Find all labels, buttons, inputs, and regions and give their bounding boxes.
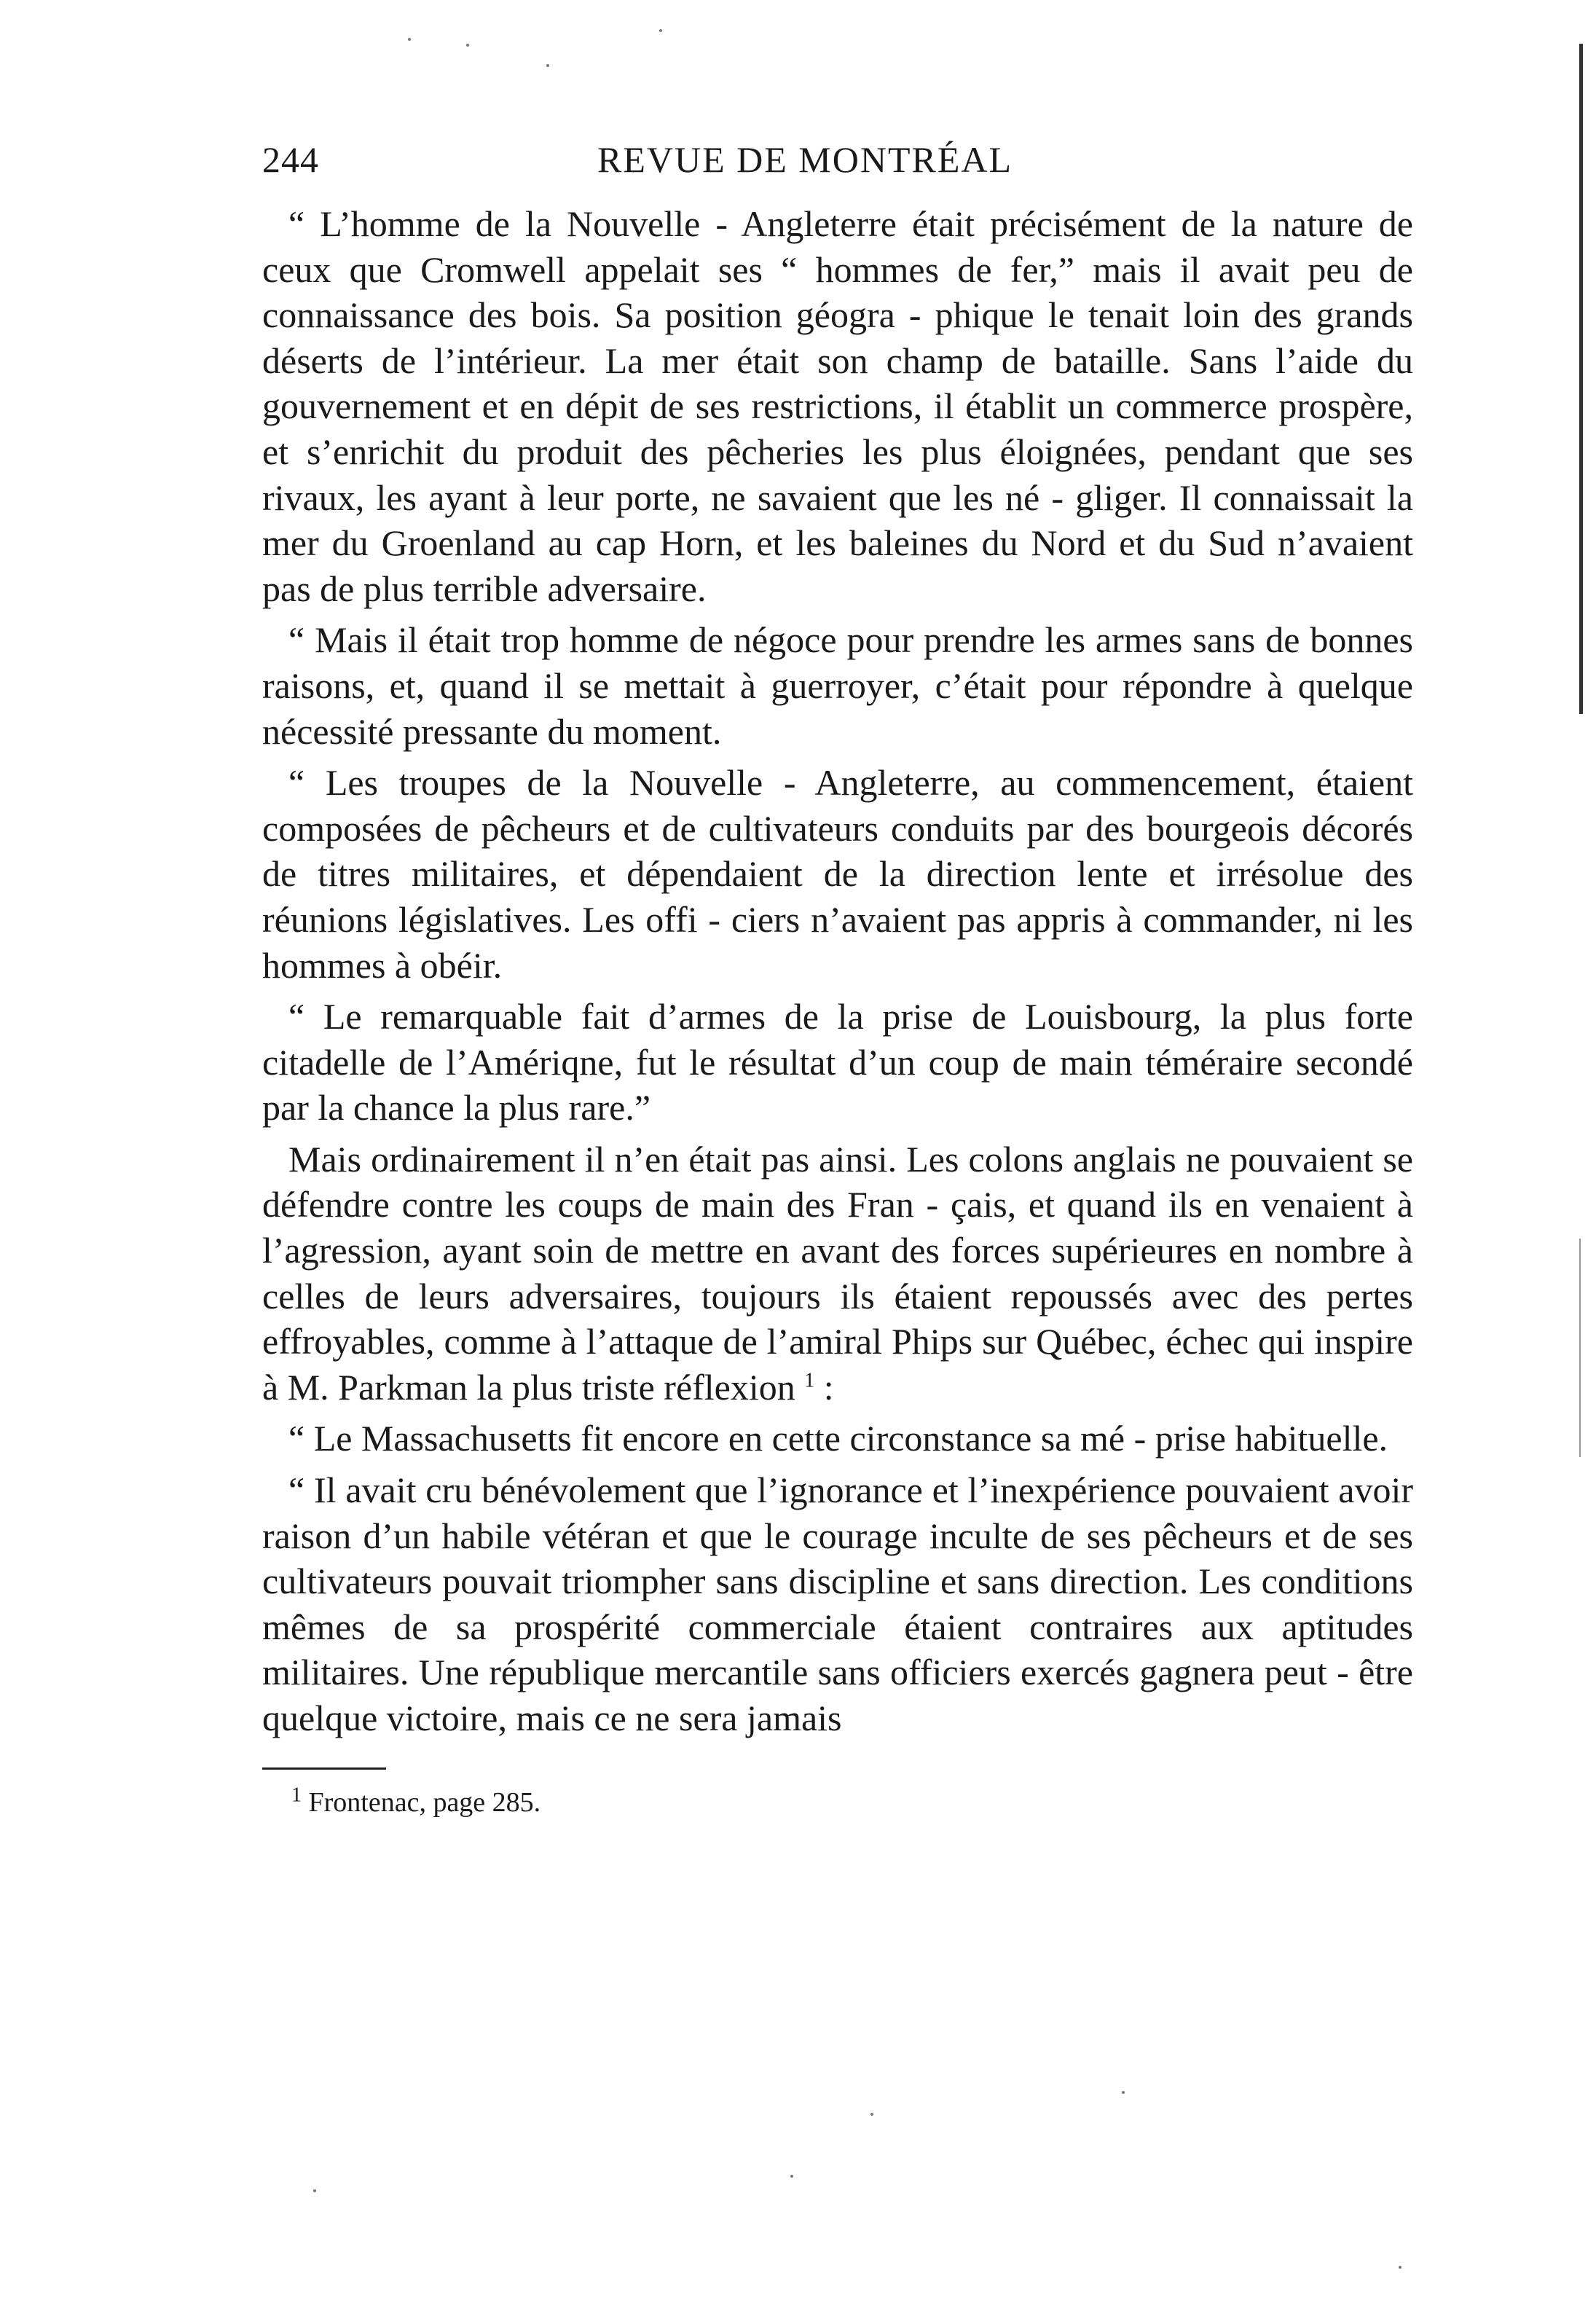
print-speck	[408, 38, 411, 41]
footnote-reference: 1	[804, 1369, 815, 1392]
paragraph: “ Le remarquable fait d’armes de la prise de Louisbourg, la plus forte citadelle de l’Amériqne, fut le résultat d’un coup de main téméraire secondé par la chance la plus rare.”	[262, 996, 1413, 1129]
print-speck	[466, 44, 469, 47]
paragraph: “ Les troupes de la Nouvelle - Angleterre, au commencement, étaient composées de pêcheurs et de cultivateurs conduits par des bourgeois décorés de titres militaires, et dépendaient de la direction lente et irrésolue des réunions législatives. Les offi - ciers n’avaient pas appris à commander, ni les hommes à obéir.	[262, 762, 1413, 986]
paragraph: “ Il avait cru bénévolement que l’ignorance et l’inexpérience pouvaient avoir raison d’un habile vétéran et que le courage inculte de ses pêcheurs et de ses cultivateurs pouvait triompher sans discipline et sans direction. Les conditions mêmes de sa prospérité commerciale étaient contraires aux aptitudes militaires. Une république mercantile sans officiers exercés gagnera peut - être quelque victoire, mais ce ne sera jamais	[262, 1470, 1413, 1738]
print-speck	[546, 64, 549, 67]
print-speck	[1122, 2091, 1125, 2094]
footnote-text: Frontenac, page 285.	[308, 1786, 541, 1818]
paragraph: “ Le Massachusetts fit encore en cette circonstance sa mé - prise habituelle.	[288, 1418, 1388, 1459]
paragraph-with-footnote-ref	[262, 1137, 1413, 1410]
running-title: REVUE DE MONTRÉAL	[597, 139, 1013, 180]
page-edge-mark-lower	[1579, 1239, 1581, 1457]
paragraph: “ Mais il était trop homme de négoce pour prendre les armes sans de bonnes raisons, et, quand il se mettait à guerroyer, c’était pour répondre à quelque nécessité pressante du moment.	[262, 619, 1413, 752]
print-speck	[790, 2175, 793, 2178]
page-number: 244	[262, 139, 319, 180]
footnote	[291, 1784, 1413, 1821]
page-edge-mark	[1579, 44, 1583, 714]
print-speck	[659, 29, 662, 32]
paragraph-text: Mais ordinairement il n’en était pas ainsi. Les colons anglais ne pouvaient se défendre contre les coups de main des Fran - çais, et quand ils en venaient à l’agression, ayant soin de mettre en avant des forces supérieures en nombre à celles de leurs adversaires, toujours ils étaient repoussés avec des pertes effroyables, comme à l’attaque de l’amiral Phips sur Québec, échec qui inspire à M. Parkman la plus triste réflexion	[262, 1138, 1413, 1408]
footnote-rule	[262, 1767, 386, 1770]
footnote-ref-trailer: :	[814, 1366, 834, 1408]
paragraph: “ L’homme de la Nouvelle - Angleterre était précisément de la nature de ceux que Cromwell appelait ses “ hommes de fer,” mais il avait peu de connaissance des bois. Sa position géogra - phique le tenait loin des grands déserts de l’intérieur. La mer était son champ de bataille. Sans l’aide du gouvernement et en dépit de ses restrictions, il établit un commerce prospère, et s’enrichit du produit des pêcheries les plus éloignées, pendant que ses rivaux, les ayant à leur porte, ne savaient que les né - gliger. Il connaissait la mer du Groenland au cap Horn, et les baleines du Nord et du Sud n’avaient pas de plus terrible adversaire.	[262, 203, 1413, 609]
print-speck	[1399, 2266, 1402, 2269]
running-head	[262, 138, 1413, 189]
print-speck	[870, 2113, 873, 2116]
footnote-mark: 1	[291, 1783, 302, 1806]
print-speck	[313, 2189, 316, 2192]
body-text	[262, 201, 1413, 1741]
document-page	[262, 138, 1413, 1821]
